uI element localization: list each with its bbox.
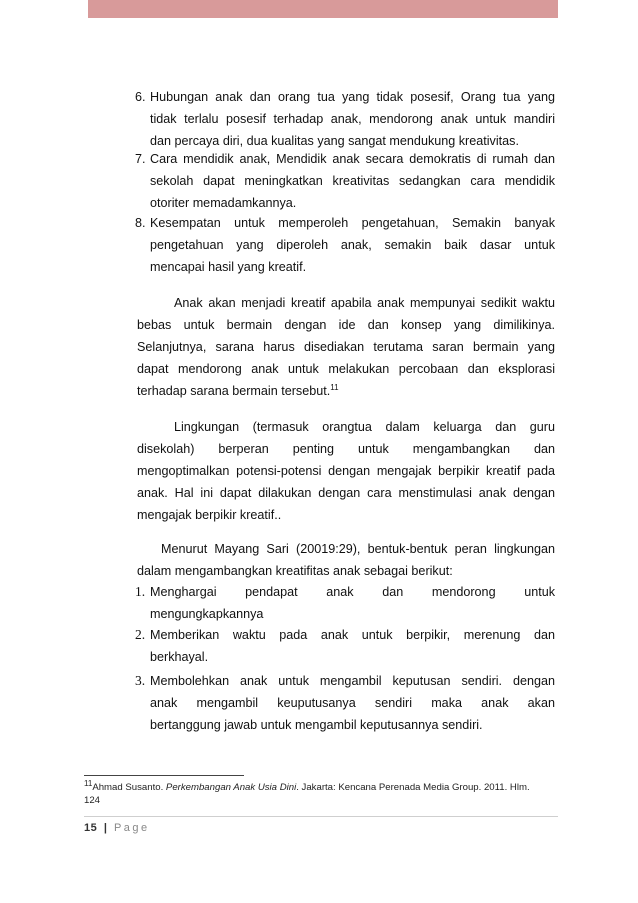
footnote-author: Ahmad Susanto. [92, 782, 166, 793]
page-footer [84, 822, 150, 834]
list-line: Kesempatan untuk memperoleh pengetahuan, Semakin banyak [150, 216, 555, 230]
footnote-divider [84, 775, 244, 776]
list-number: 6. [135, 90, 146, 104]
footnote-title: Perkembangan Anak Usia Dini [165, 782, 297, 793]
footer-divider [84, 816, 558, 817]
footnote-page: 124 [84, 795, 101, 806]
list-line: mencapai hasil yang kreatif. [150, 260, 307, 274]
paragraph-line: Anak akan menjadi kreatif apabila anak mempunyai sedikit waktu [174, 296, 555, 310]
footnote-number: 11 [84, 778, 93, 788]
list-line: mengungkapkannya [150, 607, 264, 621]
page-label: Page [113, 822, 150, 834]
list-number: 1. [135, 584, 146, 599]
paragraph-line: mengajak berpikir kreatif.. [137, 508, 282, 522]
footer-separator: | [103, 822, 108, 834]
paragraph-line: dapat mendorong anak untuk melakukan percobaan dan eksplorasi [137, 362, 555, 376]
list-item-8 [135, 212, 555, 278]
list-line: otoriter memadamkannya. [150, 196, 297, 210]
paragraph-text: terhadap sarana bermain tersebut. [137, 384, 331, 398]
list-number: 2. [135, 627, 146, 642]
list-line: berkhayal. [150, 650, 209, 664]
paragraph-line: Menurut Mayang Sari (20019:29), bentuk-bentuk peran lingkungan [161, 542, 555, 556]
list-item-6 [135, 86, 555, 152]
list-line: pengetahuan yang diperoleh anak, semakin baik dasar untuk [150, 238, 555, 252]
paragraph-1 [137, 292, 555, 402]
page-number: 15 [84, 822, 98, 834]
paragraph-line-last [137, 380, 555, 402]
list-line: tidak terlalu posesif terhadap anak, mendorong anak untuk mandiri [150, 112, 555, 126]
paragraph-line: Selanjutnya, sarana harus disediakan terutama saran bermain yang [137, 340, 555, 354]
list-number: 8. [135, 216, 146, 230]
list-number: 3. [135, 673, 146, 688]
paragraph-line: bebas untuk bermain dengan ide dan konsep yang dimilikinya. [137, 318, 555, 332]
list-line: Hubungan anak dan orang tua yang tidak posesif, Orang tua yang [150, 90, 555, 104]
footnote-reference: 11 [330, 382, 339, 392]
list-line: Membolehkan anak untuk mengambil keputusan sendiri. dengan [150, 674, 555, 688]
list-line: bertanggung jawab untuk mengambil keputusannya sendiri. [150, 718, 483, 732]
list-item-2 [135, 624, 555, 668]
paragraph-line: dalam mengambangkan kreatifitas anak sebagai berikut: [137, 564, 453, 578]
paragraph-line: Lingkungan (termasuk orangtua dalam keluarga dan guru [174, 420, 555, 434]
list-line: anak mengambil keuputusanya sendiri maka anak akan [150, 696, 555, 710]
paragraph-2 [137, 416, 555, 526]
list-line: Cara mendidik anak, Mendidik anak secara demokratis di rumah dan [150, 152, 555, 166]
list-line: dan percaya diri, dua kualitas yang sangat mendukung kreativitas. [150, 134, 519, 148]
footnote [84, 778, 554, 807]
paragraph-line: mengoptimalkan potensi-potensi dengan mengajak berpikir kreatif pada [137, 464, 555, 478]
footnote-publisher: . Jakarta: Kencana Perenada Media Group. 2011. Hlm. [296, 782, 530, 793]
list-line: sekolah dapat meningkatkan kreativitas sedangkan cara mendidik [150, 174, 555, 188]
paragraph-3 [137, 538, 555, 582]
list-line: Menghargai pendapat anak dan mendorong untuk [150, 585, 555, 599]
paragraph-line: disekolah) berperan penting untuk mengambangkan dan [137, 442, 555, 456]
list-item-3 [135, 670, 555, 736]
list-item-1 [135, 581, 555, 625]
list-item-7 [135, 148, 555, 214]
paragraph-line: anak. Hal ini dapat dilakukan dengan cara menstimulasi anak dengan [137, 486, 555, 500]
list-line: Memberikan waktu pada anak untuk berpikir, merenung dan [150, 628, 555, 642]
list-number: 7. [135, 152, 146, 166]
